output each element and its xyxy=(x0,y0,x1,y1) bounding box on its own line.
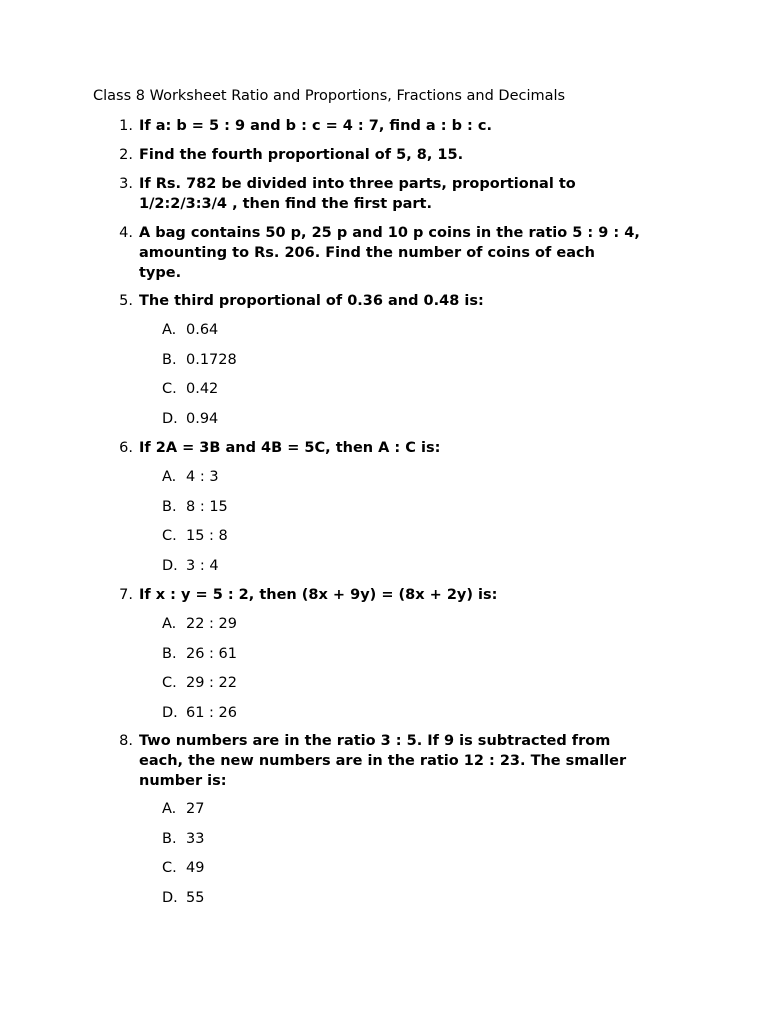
question-number: 4. xyxy=(119,225,133,241)
option-text: 49 xyxy=(186,860,205,876)
option-letter: A. xyxy=(162,322,177,338)
option-letter: B. xyxy=(162,831,177,847)
question-2 xyxy=(119,145,699,165)
answer-option xyxy=(162,379,219,399)
answer-option xyxy=(162,614,238,634)
option-letter: A. xyxy=(162,616,177,632)
option-text: 0.42 xyxy=(186,381,219,397)
option-text: 61 : 26 xyxy=(186,705,238,721)
option-text: 0.1728 xyxy=(186,352,237,368)
option-letter: D. xyxy=(162,558,178,574)
answer-option xyxy=(162,497,228,517)
answer-option xyxy=(162,350,237,370)
question-number: 2. xyxy=(119,147,133,163)
question-4 xyxy=(119,223,699,283)
option-letter: A. xyxy=(162,469,177,485)
answer-option xyxy=(162,644,238,664)
question-6 xyxy=(119,438,699,458)
answer-option xyxy=(162,703,238,723)
option-text: 27 xyxy=(186,801,205,817)
option-text: 22 : 29 xyxy=(186,616,238,632)
question-number: 8. xyxy=(119,733,133,749)
option-letter: D. xyxy=(162,705,178,721)
option-letter: C. xyxy=(162,675,177,691)
option-text: 26 : 61 xyxy=(186,646,238,662)
option-text: 3 : 4 xyxy=(186,558,219,574)
question-text-line: A bag contains 50 p, 25 p and 10 p coins in the ratio 5 : 9 : 4, xyxy=(139,225,640,241)
answer-option xyxy=(162,799,205,819)
question-text-line: 1/2:2/3:3/4 , then find the first part. xyxy=(139,196,432,212)
question-7 xyxy=(119,585,699,605)
option-text: 15 : 8 xyxy=(186,528,228,544)
question-text-line: Two numbers are in the ratio 3 : 5. If 9 is subtracted from xyxy=(139,733,611,749)
option-text: 4 : 3 xyxy=(186,469,219,485)
option-text: 0.94 xyxy=(186,411,219,427)
question-text: If x : y = 5 : 2, then (8x + 9y) = (8x + 2y) is: xyxy=(139,587,498,603)
option-letter: C. xyxy=(162,381,177,397)
question-number: 5. xyxy=(119,293,133,309)
question-8 xyxy=(119,731,699,791)
answer-option xyxy=(162,526,228,546)
option-text: 0.64 xyxy=(186,322,219,338)
question-1 xyxy=(119,116,699,136)
question-text-line: each, the new numbers are in the ratio 12 : 23. The smaller xyxy=(139,753,627,769)
question-text: The third proportional of 0.36 and 0.48 is: xyxy=(139,293,484,309)
question-number: 1. xyxy=(119,118,133,134)
question-number: 7. xyxy=(119,587,133,603)
question-text: If a: b = 5 : 9 and b : c = 4 : 7, find a : b : c. xyxy=(139,118,492,134)
answer-option xyxy=(162,858,205,878)
option-letter: C. xyxy=(162,528,177,544)
question-number: 6. xyxy=(119,440,133,456)
question-text-line: amounting to Rs. 206. Find the number of coins of each xyxy=(139,245,595,261)
option-letter: B. xyxy=(162,646,177,662)
question-text: Find the fourth proportional of 5, 8, 15. xyxy=(139,147,464,163)
option-text: 55 xyxy=(186,890,205,906)
answer-option xyxy=(162,320,219,340)
question-5 xyxy=(119,291,699,311)
answer-option xyxy=(162,556,219,576)
question-text-line: type. xyxy=(139,265,182,281)
option-text: 29 : 22 xyxy=(186,675,238,691)
answer-option xyxy=(162,673,238,693)
option-letter: C. xyxy=(162,860,177,876)
question-text: If 2A = 3B and 4B = 5C, then A : C is: xyxy=(139,440,441,456)
option-letter: D. xyxy=(162,411,178,427)
option-text: 8 : 15 xyxy=(186,499,228,515)
answer-option xyxy=(162,888,205,908)
question-text-line: number is: xyxy=(139,773,227,789)
option-text: 33 xyxy=(186,831,205,847)
answer-option xyxy=(162,409,219,429)
option-letter: A. xyxy=(162,801,177,817)
question-text-line: If Rs. 782 be divided into three parts, proportional to xyxy=(139,176,576,192)
answer-option xyxy=(162,829,205,849)
option-letter: D. xyxy=(162,890,178,906)
document-title: Class 8 Worksheet Ratio and Proportions, Fractions and Decimals xyxy=(93,88,566,104)
option-letter: B. xyxy=(162,352,177,368)
question-number: 3. xyxy=(119,176,133,192)
answer-option xyxy=(162,467,219,487)
question-3 xyxy=(119,174,699,214)
option-letter: B. xyxy=(162,499,177,515)
